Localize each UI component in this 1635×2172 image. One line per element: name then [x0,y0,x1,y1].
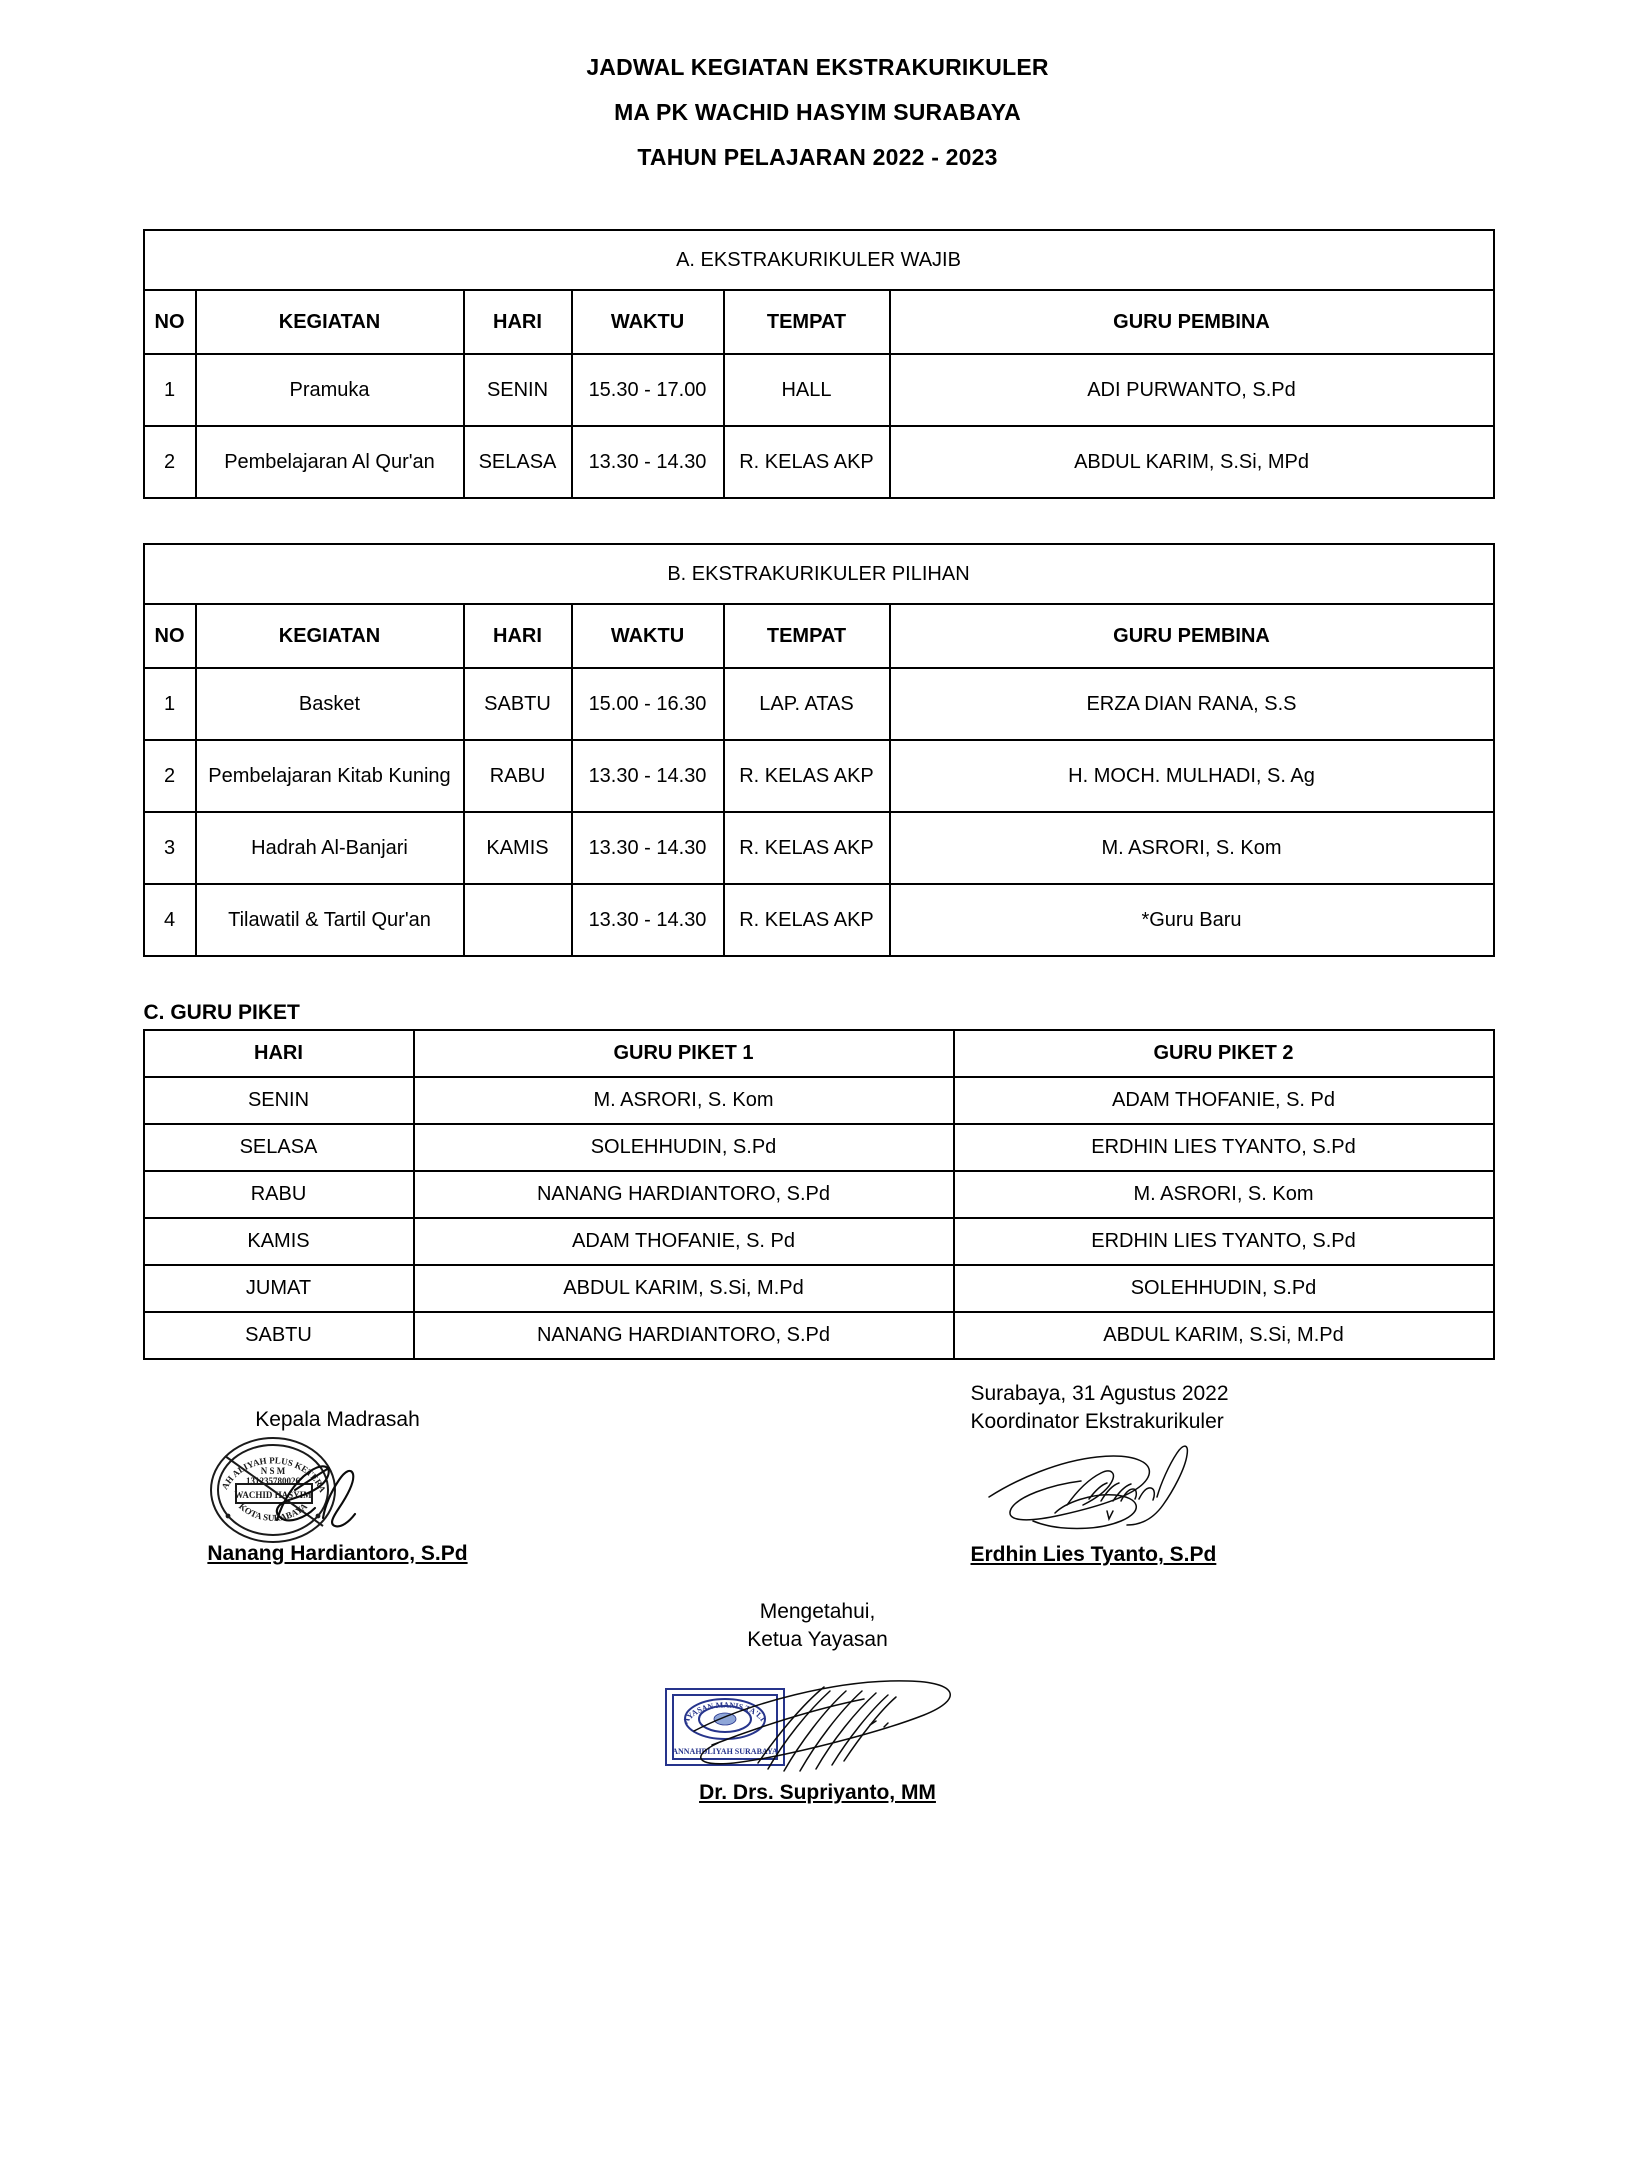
col-header-guru: GURU PEMBINA [890,290,1494,354]
cell-hari: SELASA [144,1124,414,1171]
cell-kegiatan: Pembelajaran Al Qur'an [196,426,464,498]
section-c-heading: C. GURU PIKET [143,1001,300,1024]
svg-text:131235780026: 131235780026 [245,1475,300,1486]
cell-piket-2: SOLEHHUDIN, S.Pd [954,1265,1494,1312]
cell-tempat: R. KELAS AKP [724,740,890,812]
document-title-block [0,56,1635,169]
cell-hari: RABU [144,1171,414,1218]
signature-name-kepala: Nanang Hardiantoro, S.Pd [207,1541,468,1565]
table-row [144,1077,1494,1124]
table-row [144,884,1494,956]
signature-role-koordinator: Koordinator Ekstrakurikuler [970,1409,1224,1433]
table-ekstrakurikuler-pilihan [143,543,1495,957]
cell-no: 4 [144,884,196,956]
table-row [144,1312,1494,1359]
cell-piket-2: ADAM THOFANIE, S. Pd [954,1077,1494,1124]
svg-text:KOTA SURABAYA: KOTA SURABAYA [236,1500,309,1523]
school-stamp-and-signature [168,1425,503,1546]
cell-piket-1: NANANG HARDIANTORO, S.Pd [414,1171,954,1218]
table-row [144,1171,1494,1218]
section-a-wrapper [143,229,1493,499]
section-c-header-row [144,1030,1494,1077]
cell-hari: SENIN [144,1077,414,1124]
signature-graphic-kepala [168,1425,503,1542]
signature-block-ketua-yayasan [143,1598,1493,1805]
section-a-heading: A. EKSTRAKURIKULER WAJIB [144,230,1494,290]
cell-hari: SENIN [464,354,572,426]
table-row [144,740,1494,812]
svg-text:YAYASAN MANIS TA'LIM: YAYASAN MANIS TA'LIM [603,1646,767,1726]
section-b-header-row [144,604,1494,668]
yayasan-stamp-and-signature [603,1646,1028,1781]
section-c-wrapper [143,1029,1493,1360]
col-header-guru: GURU PEMBINA [890,604,1494,668]
title-line-3: TAHUN PELAJARAN 2022 - 2023 [637,144,998,170]
cell-waktu: 13.30 - 14.30 [572,740,724,812]
cell-piket-1: NANANG HARDIANTORO, S.Pd [414,1312,954,1359]
section-b-wrapper [143,543,1493,957]
signature-graphic-koordinator [971,1435,1391,1543]
cell-kegiatan: Pembelajaran Kitab Kuning [196,740,464,812]
cell-waktu: 13.30 - 14.30 [572,426,724,498]
table-row [144,668,1494,740]
section-a-heading-row [144,230,1494,290]
table-guru-piket [143,1029,1495,1360]
cell-tempat: R. KELAS AKP [724,812,890,884]
cell-guru: M. ASRORI, S. Kom [890,812,1494,884]
cell-hari: KAMIS [464,812,572,884]
col-header-kegiatan: KEGIATAN [196,604,464,668]
svg-text:N S M: N S M [260,1465,285,1476]
svg-text:WACHID HASYIM: WACHID HASYIM [233,1489,312,1500]
cell-hari: SABTU [144,1312,414,1359]
cell-hari: SELASA [464,426,572,498]
cell-piket-2: M. ASRORI, S. Kom [954,1171,1494,1218]
col-header-kegiatan: KEGIATAN [196,290,464,354]
cell-piket-2: ERDHIN LIES TYANTO, S.Pd [954,1218,1494,1265]
document-page [0,56,1635,2172]
signature-area [143,1380,1493,1590]
table-ekstrakurikuler-wajib [143,229,1495,499]
signature-role-ketua-yayasan: Ketua Yayasan [747,1627,888,1651]
cell-no: 2 [144,426,196,498]
cell-hari: RABU [464,740,572,812]
cell-tempat: HALL [724,354,890,426]
cell-piket-1: ABDUL KARIM, S.Si, M.Pd [414,1265,954,1312]
cell-waktu: 13.30 - 14.30 [572,812,724,884]
cell-guru: ERZA DIAN RANA, S.S [890,668,1494,740]
col-header-tempat: TEMPAT [724,604,890,668]
cell-kegiatan: Pramuka [196,354,464,426]
section-b-heading-row [144,544,1494,604]
cell-hari [464,884,572,956]
cell-kegiatan: Hadrah Al-Banjari [196,812,464,884]
col-header-piket-2: GURU PIKET 2 [954,1030,1494,1077]
cell-piket-2: ABDUL KARIM, S.Si, M.Pd [954,1312,1494,1359]
cell-hari: KAMIS [144,1218,414,1265]
cell-no: 2 [144,740,196,812]
cell-tempat: R. KELAS AKP [724,884,890,956]
cell-hari: JUMAT [144,1265,414,1312]
cell-guru: ABDUL KARIM, S.Si, MPd [890,426,1494,498]
col-header-piket-1: GURU PIKET 1 [414,1030,954,1077]
col-header-hari: HARI [464,290,572,354]
table-row [144,1218,1494,1265]
place-and-date: Surabaya, 31 Agustus 2022 [970,1382,1229,1405]
signature-role-kepala: Kepala Madrasah [255,1408,420,1431]
cell-kegiatan: Tilawatil & Tartil Qur'an [196,884,464,956]
cell-tempat: R. KELAS AKP [724,426,890,498]
cell-piket-2: ERDHIN LIES TYANTO, S.Pd [954,1124,1494,1171]
table-row [144,1265,1494,1312]
signature-block-koordinator [971,1380,1391,1567]
mengetahui-label: Mengetahui, [759,1600,876,1623]
svg-text:MADRASAH ALIYAH PLUS KETERAMPI: MADRASAH ALIYAH PLUS KETERAMPILAN [168,1425,328,1494]
cell-no: 1 [144,668,196,740]
cell-kegiatan: Basket [196,668,464,740]
svg-text:ANNAHDLIYAH SURABAYA: ANNAHDLIYAH SURABAYA [671,1747,778,1757]
cell-waktu: 15.00 - 16.30 [572,668,724,740]
table-row [144,812,1494,884]
section-b-heading: B. EKSTRAKURIKULER PILIHAN [144,544,1494,604]
cell-piket-1: SOLEHHUDIN, S.Pd [414,1124,954,1171]
cell-tempat: LAP. ATAS [724,668,890,740]
handwritten-signature-koordinator [971,1435,1301,1541]
cell-guru: *Guru Baru [890,884,1494,956]
cell-hari: SABTU [464,668,572,740]
cell-no: 1 [144,354,196,426]
signature-name-ketua-yayasan: Dr. Drs. Supriyanto, MM [699,1781,936,1805]
cell-guru: H. MOCH. MULHADI, S. Ag [890,740,1494,812]
col-header-no: NO [144,290,196,354]
col-header-tempat: TEMPAT [724,290,890,354]
signature-graphic-ketua-yayasan [603,1646,1028,1781]
col-header-waktu: WAKTU [572,290,724,354]
col-header-hari: HARI [464,604,572,668]
cell-piket-1: ADAM THOFANIE, S. Pd [414,1218,954,1265]
cell-piket-1: M. ASRORI, S. Kom [414,1077,954,1124]
title-line-1: JADWAL KEGIATAN EKSTRAKURIKULER [586,54,1049,80]
cell-guru: ADI PURWANTO, S.Pd [890,354,1494,426]
cell-waktu: 13.30 - 14.30 [572,884,724,956]
col-header-waktu: WAKTU [572,604,724,668]
table-row [144,354,1494,426]
cell-no: 3 [144,812,196,884]
school-stamp-icon [168,1426,334,1542]
col-header-hari: HARI [144,1030,414,1077]
section-a-header-row [144,290,1494,354]
signature-name-koordinator: Erdhin Lies Tyanto, S.Pd [970,1543,1217,1567]
col-header-no: NO [144,604,196,668]
table-row [144,426,1494,498]
table-row [144,1124,1494,1171]
cell-waktu: 15.30 - 17.00 [572,354,724,426]
title-line-2: MA PK WACHID HASYIM SURABAYA [614,99,1021,125]
signature-block-kepala-madrasah [168,1406,503,1566]
